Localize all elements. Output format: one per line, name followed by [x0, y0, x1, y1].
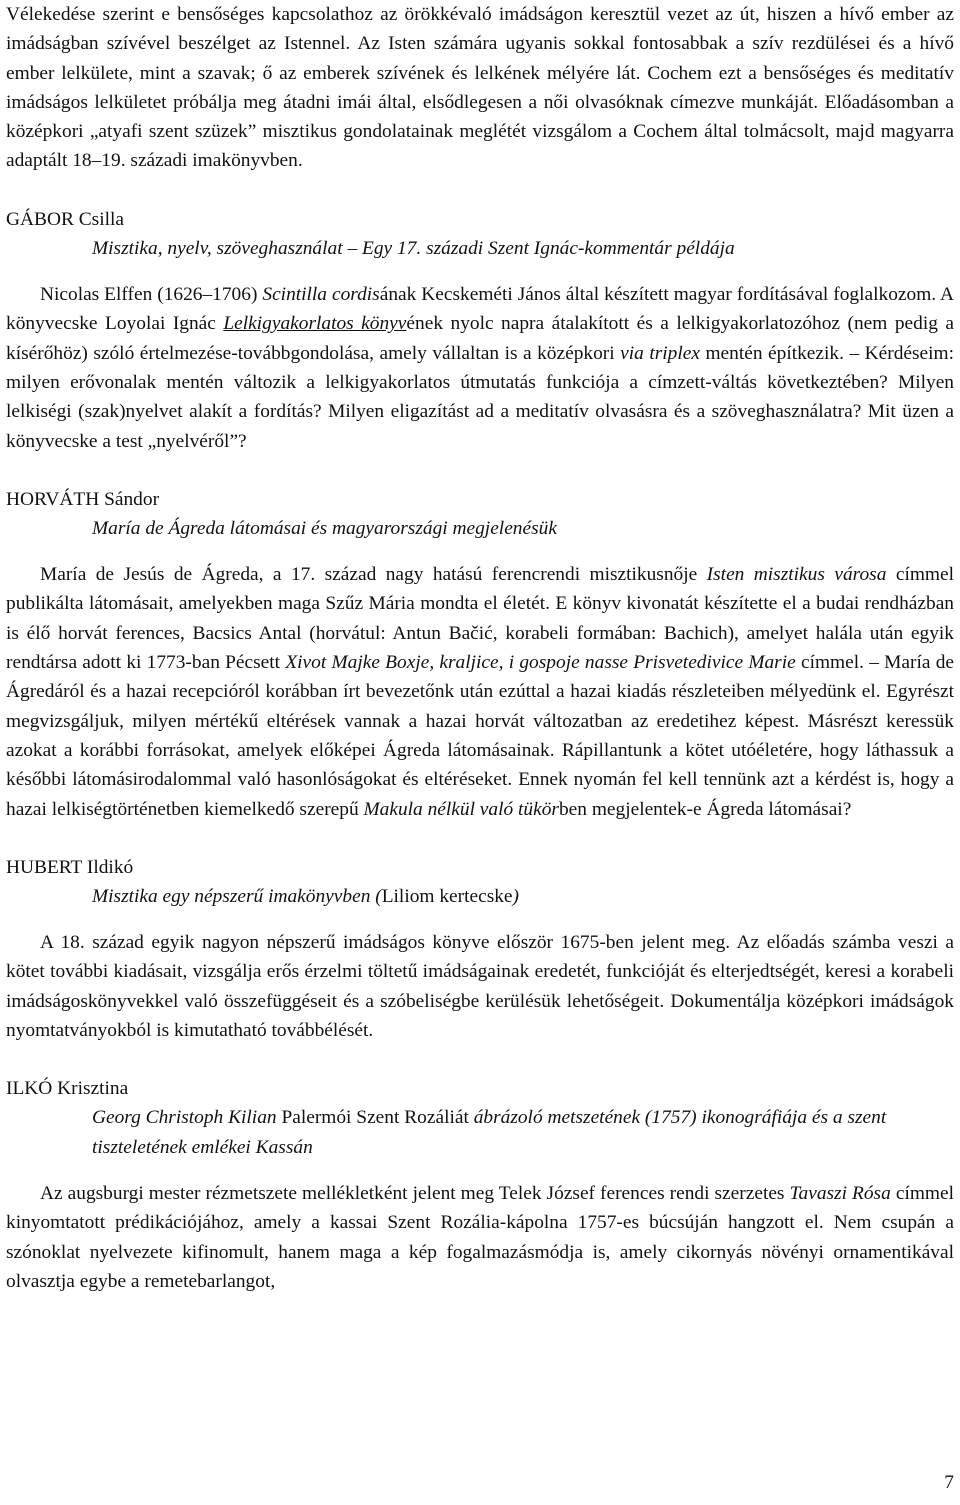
talk-title: Misztika, nyelv, szöveghasználat – Egy 17. századi Szent Ignác-kommentár példája	[92, 237, 735, 259]
abstract-paragraph: Az augsburgi mester rézmetszete mellékletként jelent meg Telek József ferences rendi szerzetes Tavaszi Rósa címmel kinyomtatott prédikációjához, amely a kassai Szent Rozália-kápolna 1757-es búcsúján hangzott el. Nem csupán a szónoklat nyelvezete kifinomult, hanem maga a kép fogalmazásmódja is, amely cikornyás növényi ornamentikával olvasztja egybe a remetebarlangot,	[6, 1182, 954, 1292]
page-number: 7	[944, 1472, 954, 1493]
intro-text: Vélekedése szerint e bensőséges kapcsolathoz az örökkévaló imádságon keresztül vezet az út, hiszen a hívő ember az imádságban szívével beszélget az Istennel. Az Isten számára ugyanis sokkal fontosabbak a szív rezdülései és a hívő ember lelkülete, mint a szavak; ő az emberek szívének és lelkének mélyére lát. Cochem ezt a bensőséges és meditatív imádságos lelkületet próbálja meg átadni imái által, elsődlegesen a női olvasóknak címezve munkáját. Előadásomban a középkori „atyafi szent szüzek” misztikus gondolatainak meglétét vizsgálom a Cochem által tolmácsolt, majd magyarra adaptált 18–19. századi imakönyvben.	[6, 4, 954, 172]
author-name: HORVÁTH Sándor	[6, 488, 160, 510]
section-horvath	[6, 485, 954, 824]
talk-title: Misztika egy népszerű imakönyvben (Liliom kertecske)	[92, 885, 520, 907]
section-gabor	[6, 205, 954, 456]
author-name: GÁBOR Csilla	[6, 208, 124, 230]
abstract-paragraph: María de Jesús de Ágreda, a 17. század nagy hatású ferencrendi misztikusnője Isten misztikus városa címmel publikálta látomásait, amelyekben maga Szűz Mária mondta el életét. E könyv kivonatát készítette el a budai rendházban is élő horvát ferences, Bacsics Antal (horvátul: Antun Bačić, korabeli formában: Bachich), amelyet halála után egyik rendtársa adott ki 1773-ban Pécsett Xivot Majke Boxje, kraljice, i gospoje nasse Prisvetedivice Marie címmel. – María de Ágredáról és a hazai recepcióról korábban írt bevezetőnk után ezúttal a hazai kiadás részleteiben mélyedünk el. Egyrészt megvizsgáljuk, milyen mértékű eltérések vannak a hazai horvát változatban az eredetihez képest. Másrészt keressük azokat a korábbi forrásokat, amelyek előképei Ágreda látomásainak. Rápillantunk a kötet utóéletére, hogy láthassuk a későbbi látomásirodalommal való hasonlóságokat és eltéréseket. Ennek nyomán fel kell tennünk azt a kérdést is, hogy a hazai lelkiségtörténetben kiemelkedő szerepű Makula nélkül való tükörben megjelentek-e Ágreda látomásai?	[6, 564, 955, 820]
section-hubert	[6, 853, 954, 1045]
author-name: HUBERT Ildikó	[6, 856, 134, 878]
intro-paragraph	[6, 0, 954, 176]
talk-title: Georg Christoph Kilian Palermói Szent Rozáliát ábrázoló metszetének (1757) ikonográfiája és a szent tiszteletének emlékei Kassán	[92, 1107, 887, 1158]
abstract-paragraph: Nicolas Elffen (1626–1706) Scintilla cordisának Kecskeméti János által készített magyar fordításával foglalkozom. A könyvecske Loyolai Ignác Lelkigyakorlatos könyvének nyolc napra átalakított és a lelkigyakorlatozóhoz (nem pedig a kísérőhöz) szóló értelmezése-továbbgondolása, amely vállaltan is a középkori via triplex mentén építkezik. – Kérdéseim: milyen erővonalak mentén változik a lelkigyakorlatos útmutatás funkciója a címzett-váltás következtében? Milyen lelkiségi (szak)nyelvet alakít a fordítás? Milyen eligazítást ad a meditatív olvasásra és a szöveghasználatra? Mit üzen a könyvecske a test „nyelvéről”?	[6, 284, 955, 452]
author-name: ILKÓ Krisztina	[6, 1078, 129, 1100]
document-page	[6, 0, 954, 1296]
talk-title: María de Ágreda látomásai és magyarországi megjelenésük	[92, 517, 557, 539]
abstract-paragraph: A 18. század egyik nagyon népszerű imádságos könyve először 1675-ben jelent meg. Az előadás számba veszi a kötet további kiadásait, vizsgálja erős érzelmi töltetű imádságainak eredetét, funkcióját és elterjedtségét, keresi a korabeli imádságoskönyvekkel való összefüggéseit és a szóbeliségbe kerülésük lehetőségeit. Dokumentálja középkori imádságok nyomtatványokból is kimutatható továbbélését.	[6, 932, 954, 1042]
section-ilko	[6, 1074, 954, 1296]
